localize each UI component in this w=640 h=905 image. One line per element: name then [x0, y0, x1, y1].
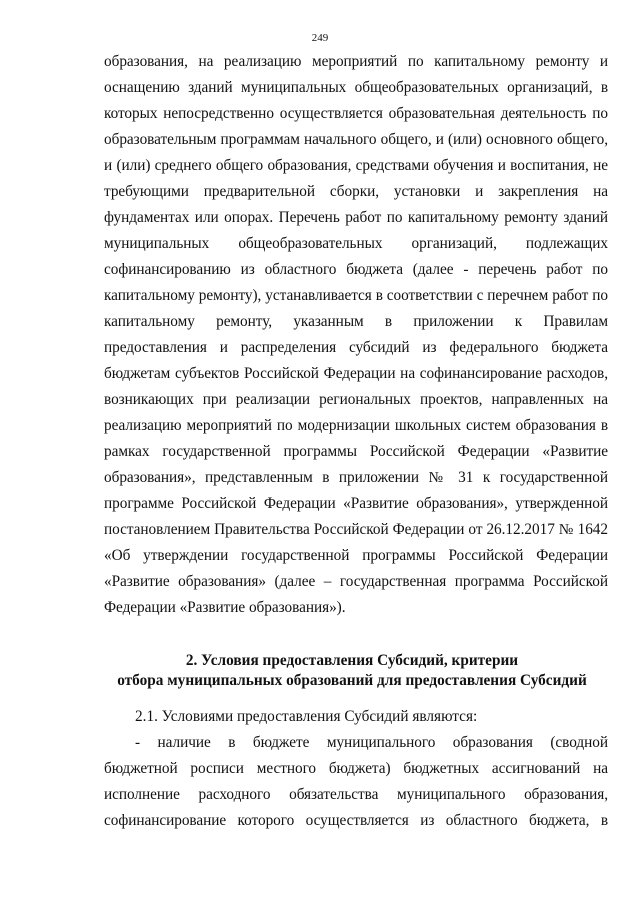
text-line: требующими предварительной сборки, установки и закрепления на [104, 183, 608, 200]
text-line: исполнение расходного обязательства муниципального образования, [104, 786, 608, 803]
text-line: «Об утверждении государственной программы Российской Федерации [104, 547, 608, 564]
text-line: Федерации «Развитие образования»). [104, 599, 346, 616]
text-line: предоставления и распределения субсидий из федерального бюджета [104, 339, 608, 356]
text-line: - наличие в бюджете муниципального образования (сводной [135, 734, 608, 751]
text-line: которых непосредственно осуществляется образовательная деятельность по [104, 105, 608, 122]
text-line: образования, на реализацию мероприятий по капитальному ремонту и [104, 53, 608, 70]
text-line: софинансированию из областного бюджета (далее - перечень работ по [104, 261, 608, 278]
section-heading-line-2: отбора муниципальных образований для предоставления Субсидий [117, 672, 587, 689]
text-line: «Развитие образования» (далее – государственная программа Российской [104, 573, 608, 590]
text-line: бюджетной росписи местного бюджета) бюджетных ассигнований на [104, 760, 608, 777]
text-line: муниципальных общеобразовательных организаций, подлежащих [104, 235, 608, 252]
text-line: образования», представленным в приложении № 31 к государственной [104, 469, 608, 486]
text-line: оснащению зданий муниципальных общеобразовательных организаций, в [104, 79, 608, 96]
text-line: постановлением Правительства Российской Федерации от 26.12.2017 № 1642 [104, 521, 608, 538]
text-line: и (или) среднего общего образования, средствами обучения и воспитания, не [104, 157, 608, 174]
page-number: 249 [311, 32, 329, 44]
text-line: фундаментах или опорах. Перечень работ по капитальному ремонту зданий [104, 209, 608, 226]
paragraph-1 [104, 49, 608, 621]
text-line: реализацию мероприятий по модернизации школьных систем образования в [104, 417, 608, 434]
text-line: программе Российской Федерации «Развитие образования», утвержденной [104, 495, 608, 512]
text-line: рамках государственной программы Российской Федерации «Развитие [104, 443, 608, 460]
text-line: софинансирование которого осуществляется из областного бюджета, в [104, 812, 608, 829]
text-line: возникающих при реализации региональных проектов, направленных на [104, 391, 608, 408]
text-line: капитальному ремонту, указанным в приложении к Правилам [104, 313, 608, 330]
section-heading [96, 651, 608, 691]
text-line: бюджетам субъектов Российской Федерации на софинансирование расходов, [104, 365, 608, 382]
paragraph-2 [104, 730, 608, 834]
text-line: образовательным программам начального общего, и (или) основного общего, [104, 131, 608, 148]
text-line: капитальному ремонту), устанавливается в соответствии с перечнем работ по [104, 287, 608, 304]
conditions-intro: 2.1. Условиями предоставления Субсидий являются: [135, 708, 478, 725]
section-heading-line-1: 2. Условия предоставления Субсидий, критерии [185, 652, 519, 669]
